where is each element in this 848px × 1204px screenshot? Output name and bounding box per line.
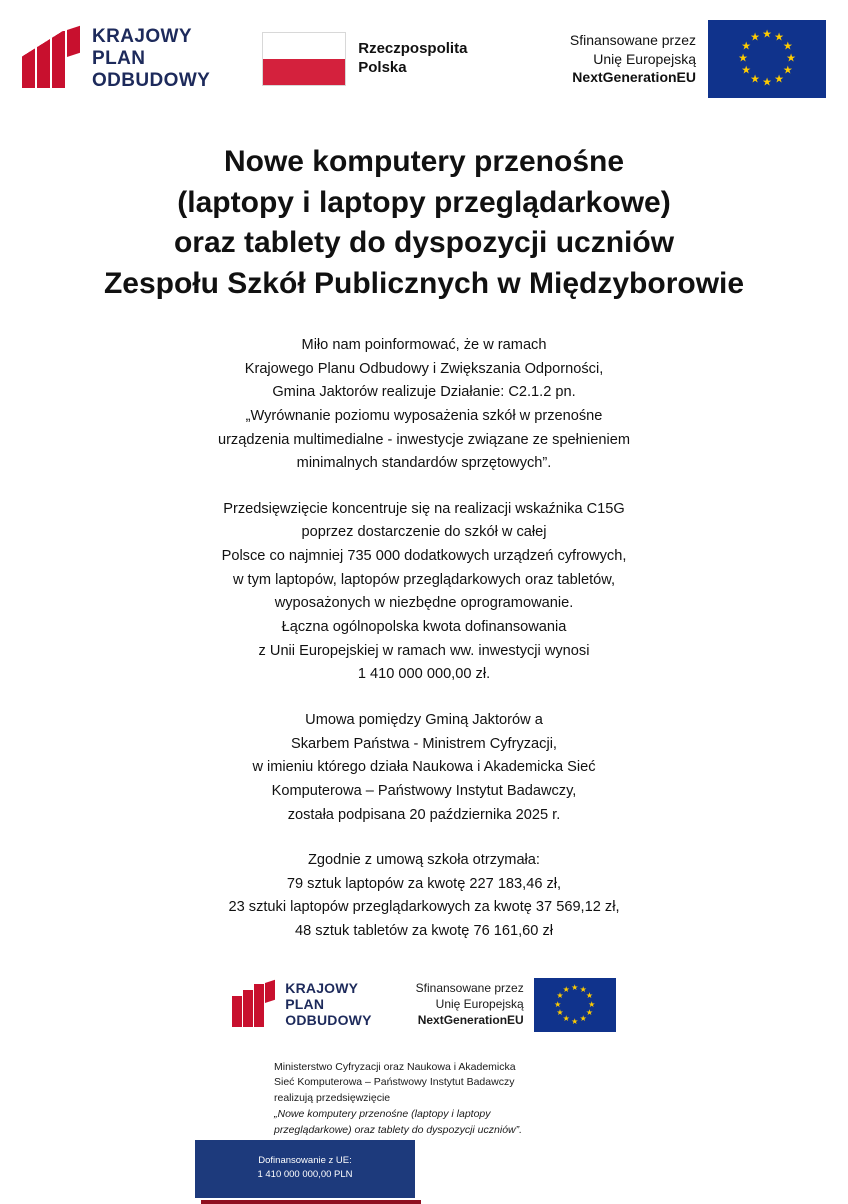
kpo-logo	[22, 26, 210, 92]
kpo-wordmark-line1: KRAJOWY	[92, 25, 192, 47]
eu-star-icon: ★	[571, 1016, 579, 1026]
eu-star-icon: ★	[774, 73, 784, 86]
poland-label-line1: Rzeczpospolita	[358, 40, 468, 58]
paragraph-line: Polsce co najmniej 735 000 dodatkowych urządzeń cyfrowych,	[221, 548, 627, 565]
eu-star-icon: ★	[738, 52, 748, 65]
funding-banner-line1: Dofinansowanie z UE:	[258, 1155, 352, 1166]
eu-star-icon: ★	[762, 28, 772, 41]
eu-emblem-block	[570, 20, 826, 98]
eu-star-icon: ★	[571, 982, 579, 992]
paragraph-line: 79 sztuk laptopów za kwotę 227 183,46 zł,	[286, 875, 562, 892]
paragraph-line: z Unii Europejskiej w ramach ww. inwestycji wynosi	[258, 642, 590, 659]
paragraph	[60, 498, 788, 687]
eu-label-line1: Sfinansowane przez	[569, 32, 696, 49]
paragraph-line: 48 sztuk tabletów za kwotę 76 161,60 zł	[295, 923, 553, 940]
paragraph-line: urządzenia multimedialne - inwestycje związane ze spełnieniem	[217, 431, 631, 448]
kpo-wordmark-line2: PLAN	[92, 47, 146, 69]
page-title-line3: oraz tablety do dyspozycji uczniów	[173, 226, 675, 259]
kpo-wordmark	[92, 26, 210, 92]
funding-banner-line2: 1 410 000 000,00 PLN	[257, 1169, 353, 1181]
footer-kpo-wordmark-line3: ODBUDOWY	[285, 1011, 372, 1028]
eu-star-icon: ★	[786, 52, 796, 65]
paragraph-line: Gmina Jaktorów realizuje Działanie: C2.1.2 pn.	[272, 384, 576, 401]
eu-star-icon: ★	[762, 76, 772, 89]
paragraph-line: 1 410 000 000,00 zł.	[357, 666, 491, 683]
footer-eu-flag-icon	[534, 978, 616, 1032]
eu-star-icon: ★	[750, 31, 760, 44]
paragraph-line: 23 sztuki laptopów przeglądarkowych za kwotę 37 569,12 zł,	[228, 899, 620, 916]
paragraph-line: poprzez dostarczenie do szkół w całej	[301, 524, 547, 541]
paragraph	[60, 334, 788, 476]
eu-star-icon: ★	[579, 1014, 587, 1024]
paragraph-line: „Wyrównanie poziomu wyposażenia szkół w przenośne	[245, 407, 603, 424]
footer-kpo-logo	[232, 981, 371, 1029]
eu-star-icon: ★	[774, 31, 784, 44]
eu-star-icon: ★	[556, 991, 564, 1001]
footer-kpo-wordmark-line2: PLAN	[285, 995, 325, 1012]
paragraph	[60, 709, 788, 827]
eu-star-icon: ★	[585, 1008, 594, 1018]
poland-emblem-block	[262, 32, 467, 86]
paragraph-line: minimalnych standardów sprzętowych”.	[296, 455, 552, 472]
disclaimer-line1: Ministerstwo Cyfryzacji oraz Naukowa i Akademicka	[274, 1060, 516, 1073]
paragraph-line: w imieniu którego działa Naukowa i Akademicka Sieć	[252, 759, 596, 776]
body-text	[0, 334, 848, 944]
funding-banner	[0, 1128, 848, 1200]
eu-star-icon: ★	[562, 985, 570, 994]
paragraph-line: Miło nam poinformować, że w ramach	[301, 337, 547, 353]
paragraph	[60, 849, 788, 944]
page-title-line4: Zespołu Szkół Publicznych w Międzyborowie	[103, 266, 745, 300]
eu-star-icon: ★	[750, 73, 760, 86]
eu-star-icon: ★	[741, 64, 752, 77]
footer-eu-label-line3: NextGenerationEU	[417, 1012, 524, 1027]
eu-star-icon: ★	[556, 1008, 564, 1018]
footer-kpo-mark-icon	[232, 983, 276, 1027]
footer-eu-label-line2: Unię Europejską	[435, 996, 524, 1011]
paragraph-line: została podpisana 20 października 2025 r.	[287, 806, 561, 823]
page-title-line1: Nowe komputery przenośne	[223, 145, 625, 178]
header-logo-bar	[0, 0, 848, 96]
disclaimer-line2: Sieć Komputerowa – Państwowy Instytut Badawczy	[274, 1076, 515, 1089]
disclaimer-line3: realizują przedsięwzięcie	[274, 1092, 391, 1105]
footer-kpo-wordmark-line1: KRAJOWY	[285, 979, 359, 996]
footer-eu-block	[416, 978, 616, 1032]
poland-label-line2: Polska	[358, 59, 407, 76]
kpo-wordmark-line3: ODBUDOWY	[92, 70, 211, 92]
eu-label-line2: Unię Europejską	[593, 50, 696, 67]
disclaimer-line5: przeglądarkowe) oraz tablety do dyspozycji uczniów”.	[274, 1123, 523, 1136]
footer-kpo-wordmark	[285, 981, 371, 1029]
paragraph-line: Zgodnie z umową szkoła otrzymała:	[308, 852, 540, 869]
eu-flag-icon	[708, 20, 826, 98]
paragraph-line: Przedsięwzięcie koncentruje się na realizacji wskaźnika C15G	[223, 500, 625, 517]
page-title	[0, 142, 848, 304]
disclaimer-line4: „Nowe komputery przenośne (laptopy i laptopy	[274, 1107, 491, 1120]
poland-label	[358, 40, 467, 78]
footer-eu-label-line1: Sfinansowane przez	[415, 980, 524, 995]
paragraph-line: Łączna ogólnopolska kwota dofinansowania	[281, 619, 567, 636]
footer-eu-label	[416, 981, 524, 1028]
eu-star-icon: ★	[741, 40, 752, 53]
page-title-line2: (laptopy i laptopy przeglądarkowe)	[177, 185, 671, 219]
eu-star-icon: ★	[554, 999, 562, 1009]
paragraph-line: wyposażonych w niezbędne oprogramowanie.	[274, 595, 574, 612]
paragraph-line: Umowa pomiędzy Gminą Jaktorów a	[305, 711, 543, 728]
eu-star-icon: ★	[782, 64, 793, 77]
poland-flag-icon	[262, 32, 346, 86]
eu-label	[570, 31, 696, 86]
footer-disclaimer	[274, 1060, 574, 1139]
paragraph-line: w tym laptopów, laptopów przeglądarkowych oraz tabletów,	[232, 571, 616, 588]
paragraph-line: Komputerowa – Państwowy Instytut Badawczy,	[271, 782, 577, 799]
footer-logo-bar	[0, 978, 848, 1032]
funding-banner-box	[195, 1140, 415, 1198]
paragraph-line: Krajowego Planu Odbudowy i Zwiększania Odporności,	[244, 360, 604, 377]
eu-star-icon: ★	[562, 1014, 570, 1024]
kpo-mark-icon	[22, 30, 80, 88]
paragraph-line: Skarbem Państwa - Ministrem Cyfryzacji,	[291, 735, 557, 752]
eu-label-line3: NextGenerationEU	[572, 69, 696, 86]
eu-star-icon: ★	[585, 991, 594, 1001]
eu-star-icon: ★	[588, 999, 596, 1009]
eu-star-icon: ★	[782, 40, 793, 53]
eu-star-icon: ★	[579, 985, 587, 994]
